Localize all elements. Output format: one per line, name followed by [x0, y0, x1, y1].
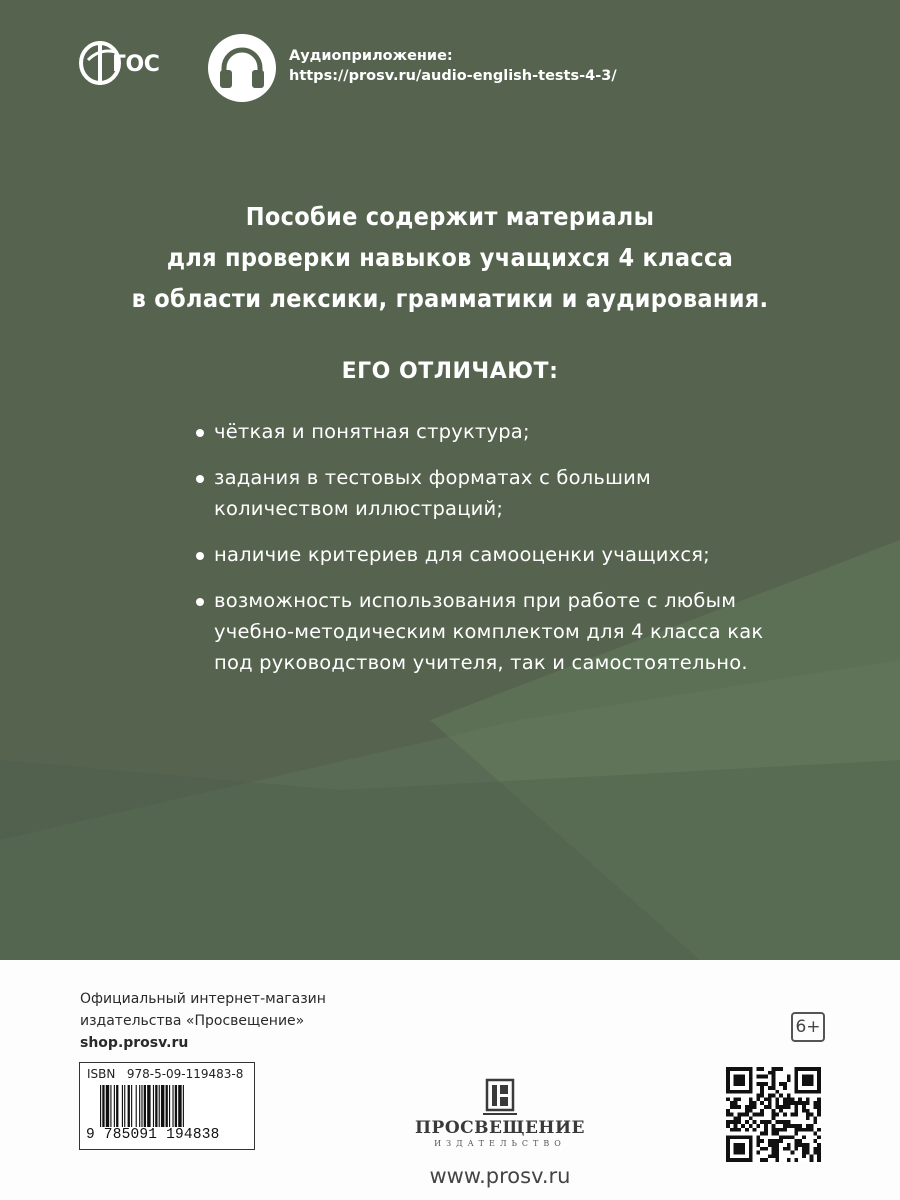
feature-item: [214, 539, 774, 570]
footer: [0, 960, 900, 1200]
fgos-logo: [78, 38, 168, 98]
feature-text: возможность использования при работе с любым учебно-методическим комплектом для 4 класса как под руководством учителя, так и самостоятельно.: [214, 589, 764, 674]
audio-title: Аудиоприложение:: [289, 48, 453, 64]
isbn-label: ISBN: [87, 1067, 116, 1081]
shop-line: Официальный интернет-магазин: [80, 991, 326, 1007]
bullet-icon: [196, 429, 204, 437]
feature-text: задания в тестовых форматах с большим количеством иллюстраций;: [214, 466, 651, 520]
shop-line: издательства «Просвещение»: [80, 1013, 305, 1029]
bullet-icon: [196, 598, 204, 606]
isbn-text: [87, 1067, 243, 1081]
publisher-logo-icon: [483, 1078, 517, 1116]
shop-url-link[interactable]: shop.prosv.ru: [80, 1035, 189, 1051]
intro-text: [0, 196, 900, 319]
feature-item: [214, 462, 774, 524]
barcode-number: 9 785091 194838: [86, 1127, 220, 1143]
qr-code-icon[interactable]: [726, 1067, 821, 1162]
barcode-bars-icon: [100, 1085, 246, 1127]
isbn-barcode: [79, 1062, 255, 1150]
intro-line: Пособие содержит материалы: [245, 202, 655, 231]
publisher-subtitle: ИЗДАТЕЛЬСТВО: [434, 1139, 566, 1148]
features-list: [0, 416, 774, 678]
age-rating-badge: 6+: [791, 1012, 825, 1042]
main-content: [0, 196, 900, 693]
intro-line: для проверки навыков учащихся 4 класса: [166, 243, 734, 272]
publisher-name: ПРОСВЕЩЕНИЕ: [414, 1118, 586, 1138]
feature-text: наличие критериев для самооценки учащихся;: [214, 543, 710, 566]
feature-text: чёткая и понятная структура;: [214, 420, 530, 443]
fgos-label: ГОС: [112, 52, 160, 77]
bullet-icon: [196, 475, 204, 483]
feature-item: [214, 416, 774, 447]
audio-url-link[interactable]: https://prosv.ru/audio-english-tests-4-3/: [289, 68, 617, 84]
publisher-block: [380, 1078, 620, 1188]
headphones-icon: [208, 34, 276, 102]
isbn-number: 978-5-09-119483-8: [126, 1067, 244, 1081]
bullet-icon: [196, 552, 204, 560]
features-heading: ЕГО ОТЛИЧАЮТ:: [341, 359, 559, 384]
audio-supplement: [289, 46, 617, 86]
shop-info: [80, 988, 326, 1054]
header: [78, 34, 838, 114]
publisher-url-link[interactable]: www.prosv.ru: [429, 1164, 571, 1188]
intro-line: в области лексики, грамматики и аудирования.: [131, 284, 769, 313]
feature-item: [214, 585, 774, 678]
